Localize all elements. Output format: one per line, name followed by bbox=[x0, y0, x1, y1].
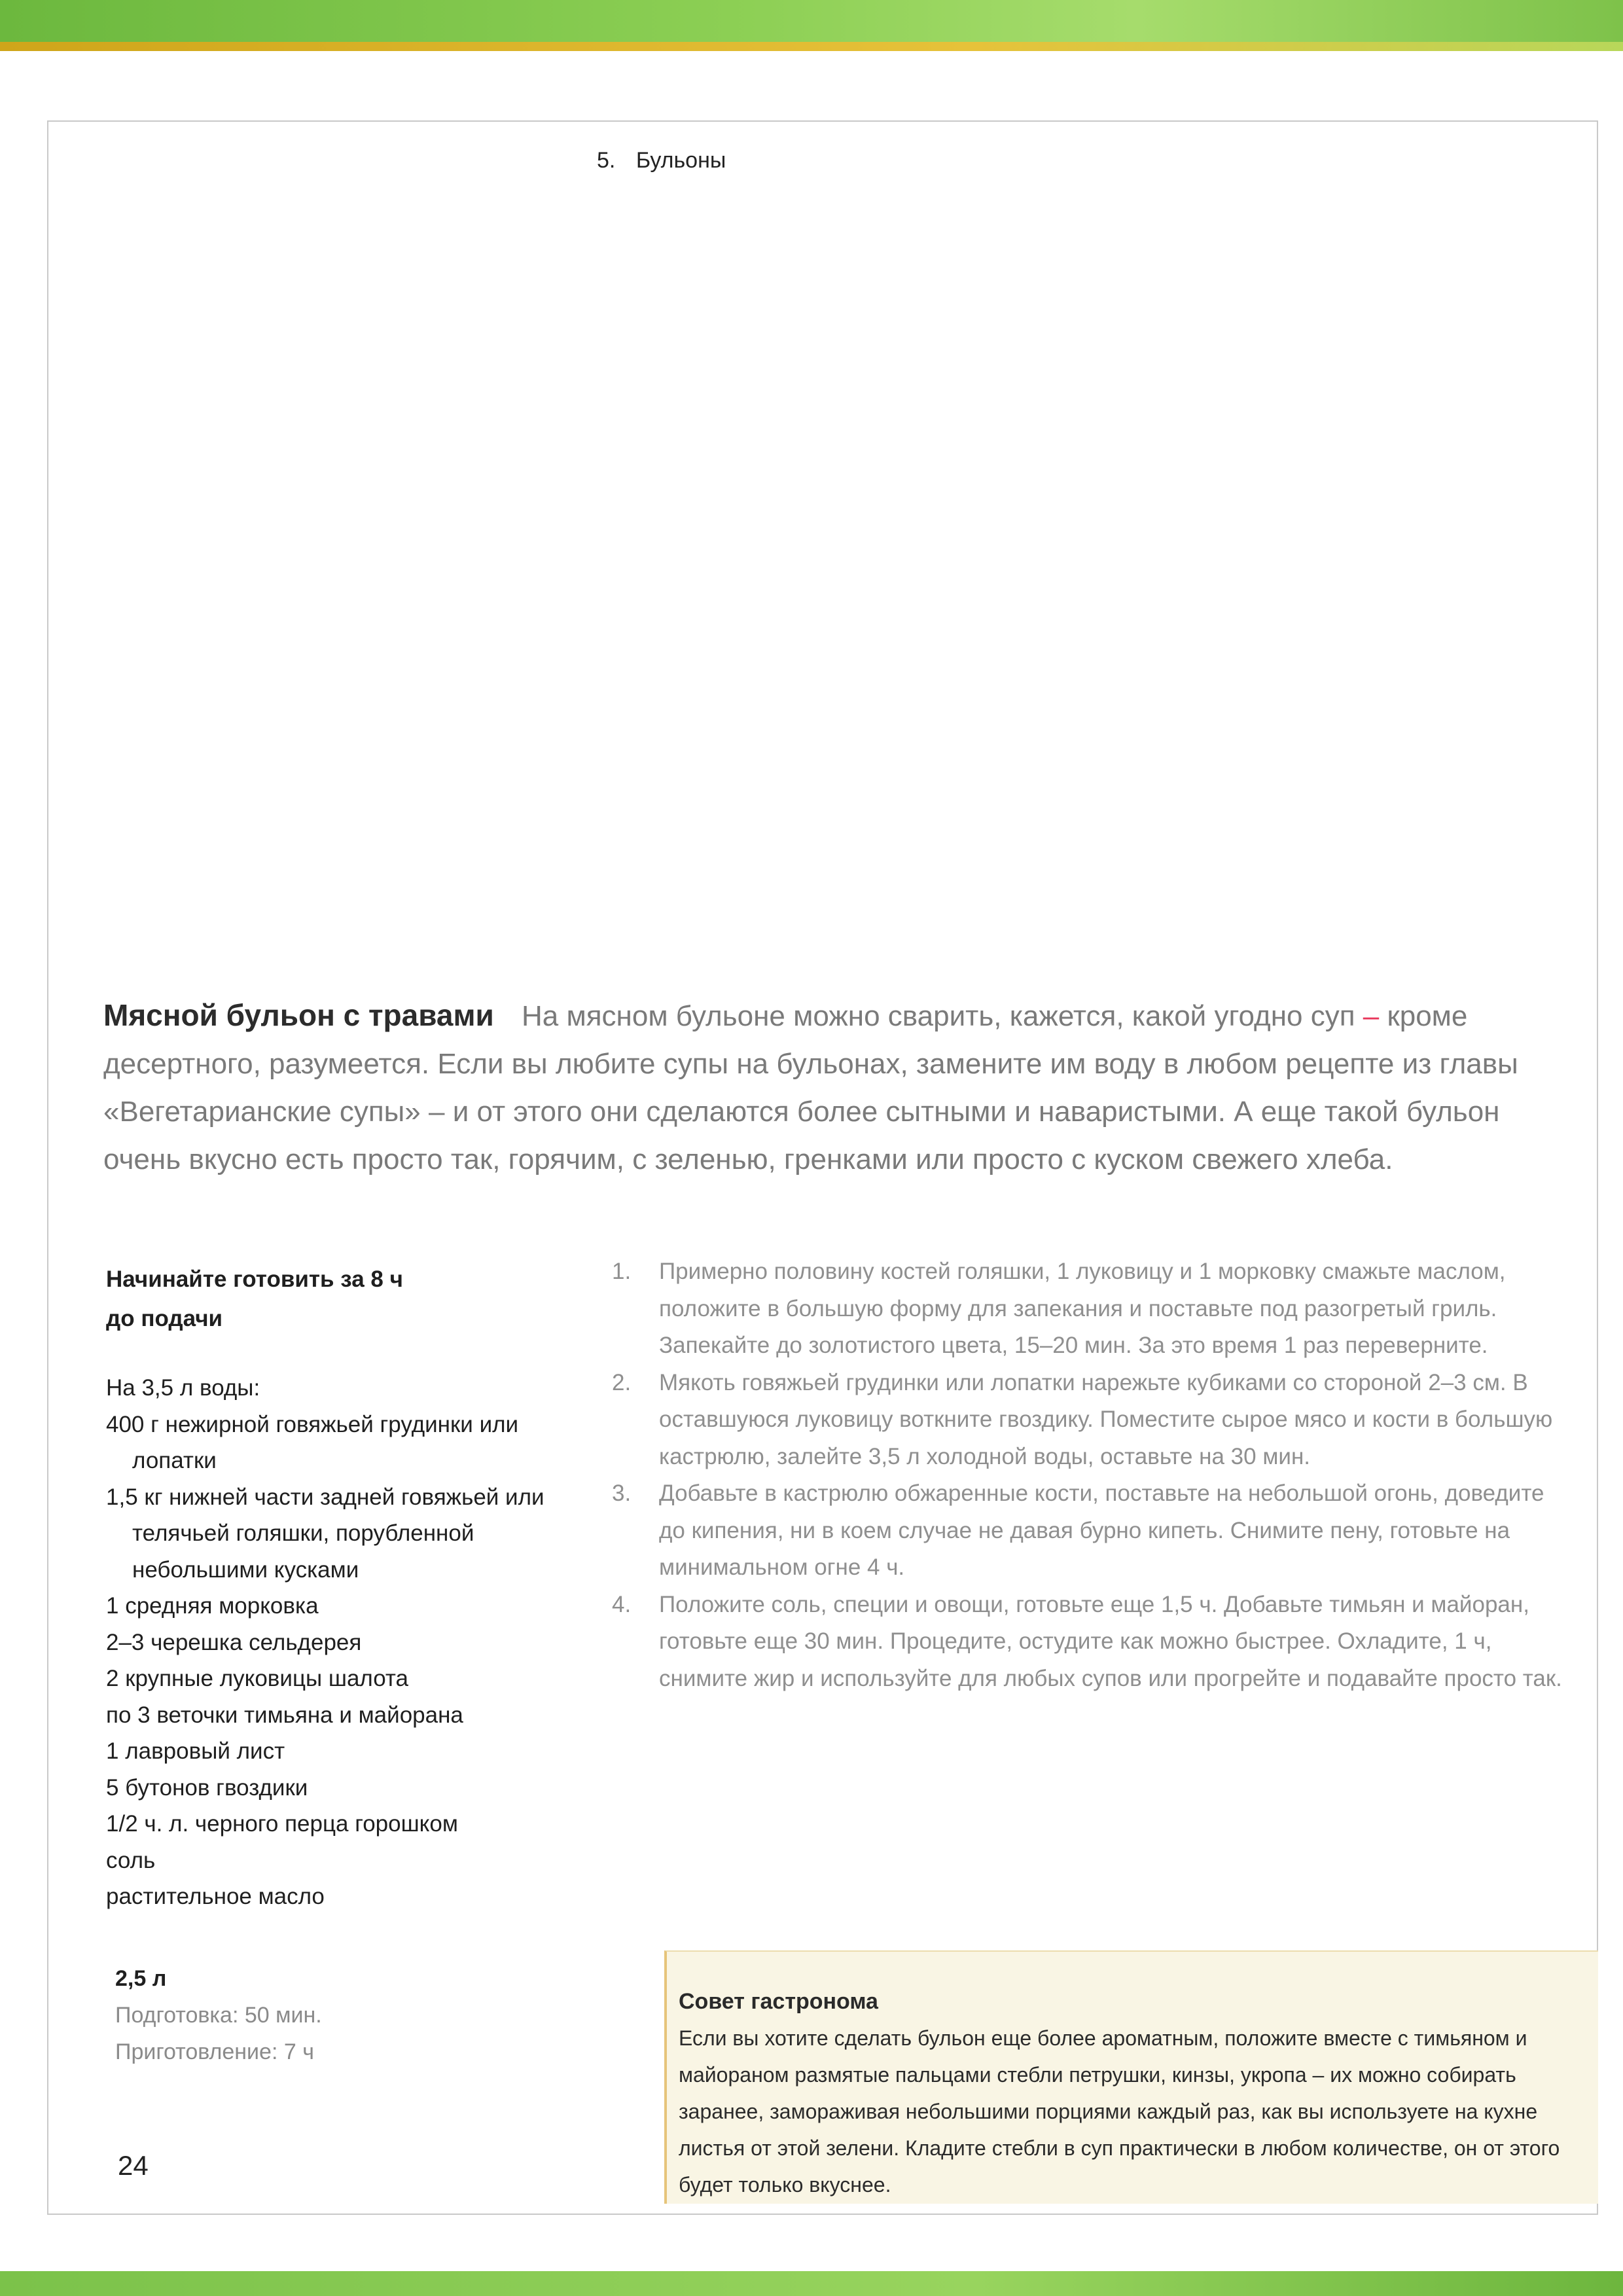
step-number: 3. bbox=[612, 1480, 632, 1506]
ingredient-item: 1 лавровый лист bbox=[106, 1738, 285, 1764]
ingredients-column bbox=[106, 1260, 603, 1915]
tip-text: Если вы хотите сделать бульон еще более ароматным, положите вместе с тимьяном и майораном размятые пальцами стебли петрушки, кинзы, укропа – их можно собирать заранее, замораживая небольшими порциями каждый раз, как вы используете на кухне листья от этой зелени. Кладите стебли в суп практически в любом количестве, он от этого будет только вкуснее. bbox=[679, 2026, 1560, 2197]
ingredient-item: 1 средняя морковка bbox=[106, 1593, 319, 1619]
ingredient-item: по 3 веточки тимьяна и майорана bbox=[106, 1702, 463, 1728]
yield-block bbox=[115, 1960, 322, 2070]
yield-amount: 2,5 л bbox=[115, 1966, 167, 1991]
step-item bbox=[612, 1587, 1574, 1698]
bottom-color-band bbox=[0, 2271, 1623, 2296]
intro-paragraph bbox=[103, 992, 1563, 1183]
step-text: Мякоть говяжьей грудинки или лопатки нарежьте кубиками со стороной 2–3 см. В оставшуюся луковицу воткните гвоздику. Поместите сырое мясо и кости в большую кастрюлю, залейте 3,5 л холодной воды, оставьте на 30 мин. bbox=[659, 1369, 1553, 1469]
start-time-line1: Начинайте готовить за 8 ч bbox=[106, 1266, 403, 1292]
step-text: Добавьте в кастрюлю обжаренные кости, поставьте на небольшой огонь, доведите до кипения, ни в коем случае не давая бурно кипеть. Снимите пену, готовьте на минимальном огне 4 ч. bbox=[659, 1480, 1544, 1580]
page-number: 24 bbox=[118, 2150, 149, 2181]
top-color-band bbox=[0, 0, 1623, 51]
intro-dash: – bbox=[1363, 1000, 1380, 1032]
start-time-line2: до подачи bbox=[106, 1306, 223, 1331]
ingredients-list bbox=[106, 1370, 603, 1915]
intro-text-part1: На мясном бульоне можно сварить, кажется, какой угодно суп bbox=[522, 1000, 1363, 1032]
chapter-number: 5. bbox=[597, 148, 616, 173]
step-number: 1. bbox=[612, 1259, 632, 1284]
chapter-title: Бульоны bbox=[635, 148, 726, 173]
step-item bbox=[612, 1253, 1574, 1365]
step-number: 2. bbox=[612, 1369, 632, 1395]
ingredient-item: 2 крупные луковицы шалота bbox=[106, 1666, 409, 1691]
step-item bbox=[612, 1365, 1574, 1476]
tip-title: Совет гастронома bbox=[679, 1989, 878, 2014]
start-time bbox=[106, 1260, 603, 1338]
ingredient-item: 5 бутонов гвоздики bbox=[106, 1774, 308, 1801]
ingredient-item: На 3,5 л воды: bbox=[106, 1375, 260, 1401]
ingredient-item: 1/2 ч. л. черного перца горошком bbox=[106, 1811, 458, 1837]
step-item bbox=[612, 1475, 1574, 1587]
step-text: Положите соль, специи и овощи, готовьте еще 1,5 ч. Добавьте тимьян и майоран, готовьте еще 30 мин. Процедите, остудите как можно быстрее. Охладите, 1 ч, снимите жир и используйте для любых супов или прогрейте и подавайте просто так. bbox=[659, 1591, 1562, 1691]
prep-time: Подготовка: 50 мин. bbox=[115, 2003, 322, 2028]
ingredient-item: 2–3 черешка сельдерея bbox=[106, 1629, 362, 1655]
ingredient-item: растительное масло bbox=[106, 1884, 325, 1909]
step-text: Примерно половину костей голяшки, 1 луковицу и 1 морковку смажьте маслом, положите в большую форму для запекания и поставьте под разогретый гриль. Запекайте до золотистого цвета, 15–20 мин. За это время 1 раз переверните. bbox=[659, 1259, 1506, 1358]
tip-box bbox=[664, 1950, 1598, 2204]
ingredient-item: соль bbox=[106, 1847, 156, 1873]
ingredient-item: 400 г нежирной говяжьей грудинки или лопатки bbox=[106, 1411, 519, 1473]
intro-text-part2: кроме десертного, разумеется. Если вы любите супы на бульонах, замените им воду в любом рецепте из главы «Вегетарианские супы» – и от этого они сделаются более сытными и наваристыми. А еще такой бульон очень вкусно есть просто так, горячим, с зеленью, гренками или просто с куском свежего хлеба. bbox=[103, 1000, 1518, 1175]
step-number: 4. bbox=[612, 1591, 632, 1617]
chapter-header bbox=[597, 148, 726, 173]
ingredient-item: 1,5 кг нижней части задней говяжьей или телячьей голяшки, порубленной небольшими кусками bbox=[106, 1484, 544, 1583]
cook-time: Приготовление: 7 ч bbox=[115, 2039, 314, 2064]
steps-list bbox=[612, 1253, 1574, 1697]
recipe-title: Мясной бульон с травами bbox=[103, 998, 494, 1032]
